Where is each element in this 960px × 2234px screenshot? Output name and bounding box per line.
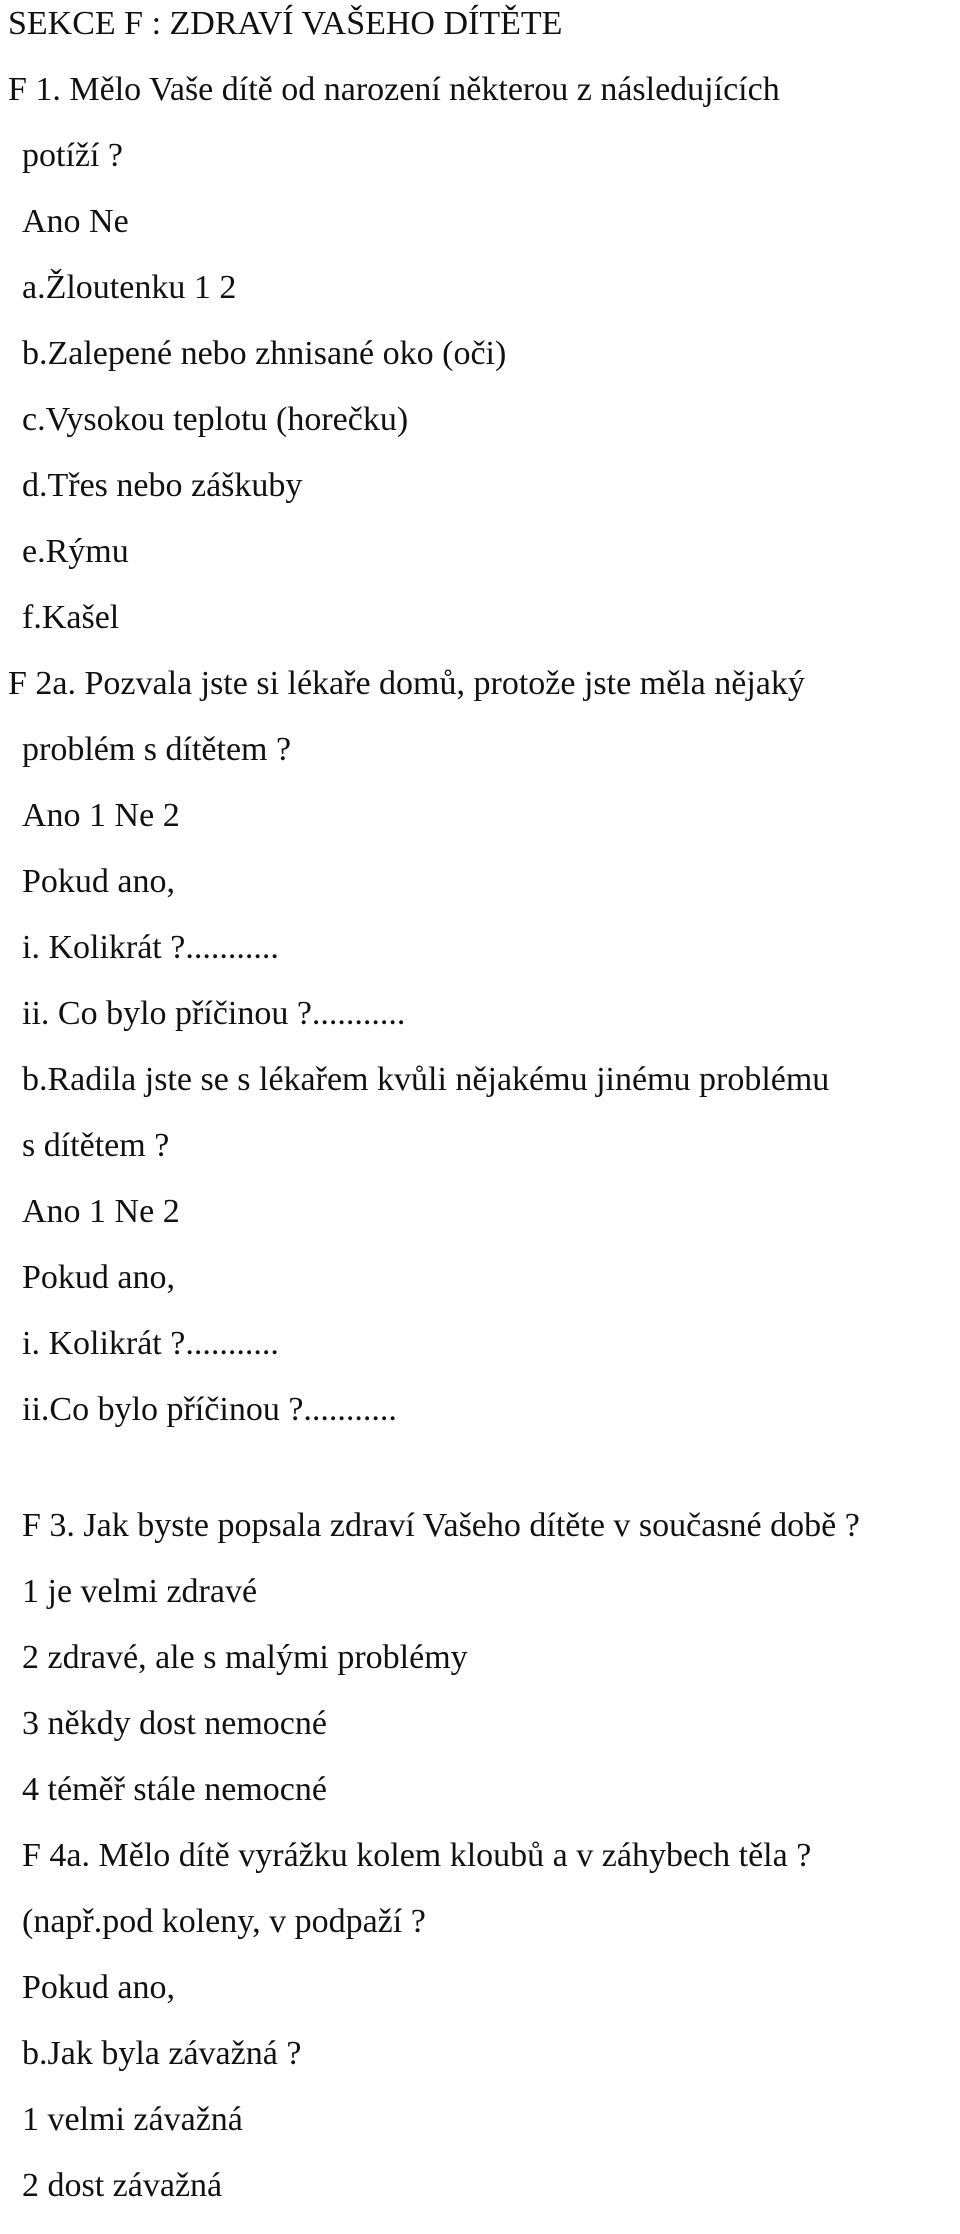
sub-question-f4a-b: b.Jak byla závažná ? <box>22 2035 302 2072</box>
question-f2a-line2: problém s dítětem ? <box>22 731 292 768</box>
question-f1-line1: F 1. Mělo Vaše dítě od narození některou z následujících <box>8 71 780 108</box>
question-f2a-line1: F 2a. Pozvala jste si lékaře domů, protože jste měla nějaký <box>8 665 805 702</box>
list-item: 4 téměř stále nemocné <box>22 1771 327 1808</box>
list-item: 2 zdravé, ale s malými problémy <box>22 1639 468 1676</box>
list-item: b.Zalepené nebo zhnisané oko (oči) <box>22 335 507 372</box>
question-f4a-example: (např.pod koleny, v podpaží ? <box>22 1903 426 1940</box>
sub-question-f2b-ii: ii.Co bylo příčinou ?........... <box>22 1391 397 1428</box>
question-f1-line2: potíží ? <box>22 137 124 174</box>
list-item: e.Rýmu <box>22 533 129 570</box>
list-item: d.Třes nebo záškuby <box>22 467 303 504</box>
list-item: 2 dost závažná <box>22 2167 223 2204</box>
list-item: f.Kašel <box>22 599 120 636</box>
list-item: 1 je velmi zdravé <box>22 1573 258 1610</box>
section-title: SEKCE F : ZDRAVÍ VAŠEHO DÍTĚTE <box>8 5 563 42</box>
if-yes-f2b: Pokud ano, <box>22 1259 175 1296</box>
answers-f2a: Ano 1 Ne 2 <box>22 797 180 834</box>
answer-header-f1: Ano Ne <box>22 203 129 240</box>
if-yes-f2a: Pokud ano, <box>22 863 175 900</box>
question-f2b-line1: b.Radila jste se s lékařem kvůli nějakému jinému problému <box>22 1061 830 1098</box>
question-f4a: F 4a. Mělo dítě vyrážku kolem kloubů a v záhybech těla ? <box>22 1837 812 1874</box>
question-f3: F 3. Jak byste popsala zdraví Vašeho dítěte v současné době ? <box>22 1507 860 1544</box>
list-item: 3 někdy dost nemocné <box>22 1705 327 1742</box>
list-item: 1 velmi závažná <box>22 2101 243 2138</box>
sub-question-f2a-i: i. Kolikrát ?........... <box>22 929 279 966</box>
list-item: a.Žloutenku 1 2 <box>22 269 237 306</box>
sub-question-f2b-i: i. Kolikrát ?........... <box>22 1325 279 1362</box>
answers-f2b: Ano 1 Ne 2 <box>22 1193 180 1230</box>
list-item: c.Vysokou teplotu (horečku) <box>22 401 409 438</box>
if-yes-f4a: Pokud ano, <box>22 1969 175 2006</box>
sub-question-f2a-ii: ii. Co bylo příčinou ?........... <box>22 995 406 1032</box>
question-f2b-line2: s dítětem ? <box>22 1127 170 1164</box>
